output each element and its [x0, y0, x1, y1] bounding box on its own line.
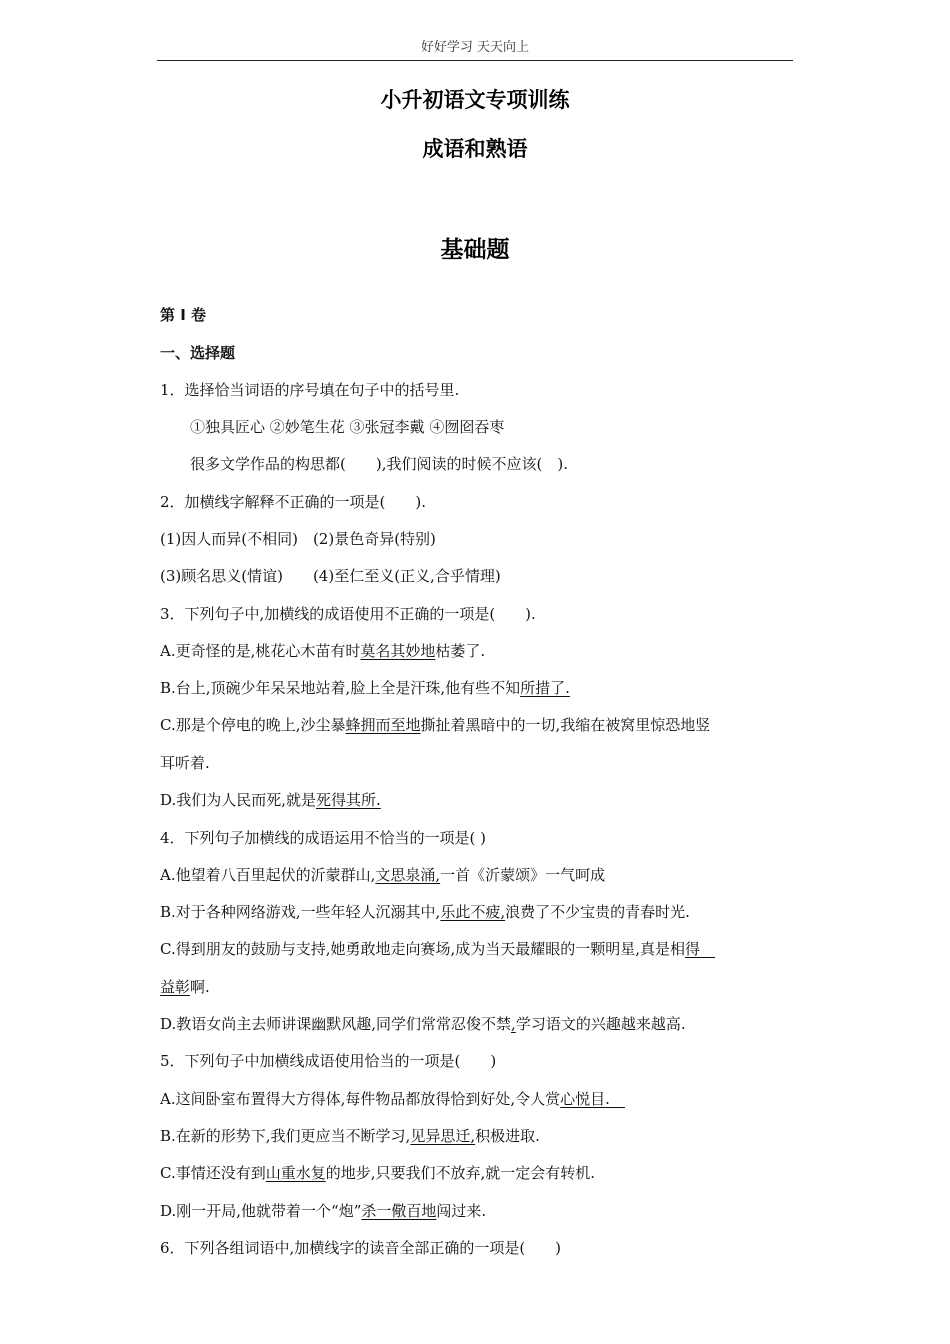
- q1-options-text: ①独具匠心 ②妙笔生花 ③张冠李戴 ④囫囵吞枣: [190, 418, 505, 436]
- q4-a-text: A.他望着八百里起伏的沂蒙群山,: [160, 866, 376, 884]
- q5-c-rest: 的地步,只要我们不放弃,就一定会有转机.: [325, 1164, 596, 1182]
- q5-option-d: [160, 1200, 486, 1222]
- q4-c-rest: 啊.: [190, 978, 210, 996]
- q4-b-rest: 浪费了不少宝贵的青春时光.: [505, 903, 690, 921]
- q5-d-rest: 闯过来.: [436, 1202, 487, 1220]
- q1-options-indent: [160, 418, 190, 436]
- q4-b-underlined: 乐此不疲,: [440, 903, 506, 921]
- q3-c-text: C.那是个停电的晚上,沙尘暴: [160, 716, 346, 734]
- q3-stem: 3．下列句子中,加横线的成语使用不正确的一项是( ).: [160, 605, 536, 623]
- q3-c-rest: 撕扯着黑暗中的一切,我缩在被窝里惊恐地竖: [420, 716, 711, 734]
- doc-title: 小升初语文专项训练: [380, 88, 570, 112]
- q5-option-b: [160, 1125, 540, 1147]
- q3-a-text: A.更奇怪的是,桃花心木苗有时: [160, 642, 361, 660]
- q1-sentence-text: 很多文学作品的构思都( ),我们阅读的时候不应该( ).: [190, 455, 568, 473]
- q4-c-text: C.得到朋友的鼓励与支持,她勇敢地走向赛场,成为当天最耀眼的一颗明星,真是相: [160, 940, 686, 958]
- q4-a-underlined: 文思泉涌,: [375, 866, 441, 884]
- q3-b-underlined: 所措了.: [520, 679, 570, 697]
- page-header: 好好学习 天天向上: [157, 36, 793, 61]
- q5-a-underlined: 心悦目.: [560, 1090, 625, 1108]
- q3-option-a: [160, 640, 485, 662]
- q4-c-underlined: 得: [685, 940, 716, 958]
- volume-label: 第 I 卷: [160, 306, 207, 324]
- q5-d-underlined: 杀一儆百地: [361, 1202, 437, 1220]
- doc-subtitle: 成语和熟语: [422, 137, 528, 161]
- q4-c-underlined-cont: 益彰: [160, 978, 191, 996]
- q3-option-c: [160, 714, 710, 736]
- q5-stem: 5．下列句子中加横线成语使用恰当的一项是( ): [160, 1052, 497, 1070]
- q4-option-a: [160, 864, 605, 886]
- q5-c-text: C.事情还没有到: [160, 1164, 266, 1182]
- q3-c-underlined: 蜂拥而至地: [345, 716, 421, 734]
- q3-option-b: [160, 677, 570, 699]
- q2-row2: (3)顾名思义(情谊) (4)至仁至义(正义,合乎情理): [160, 567, 501, 585]
- q4-a-rest: 一首《沂蒙颂》一气呵成: [440, 866, 606, 884]
- q5-option-c: [160, 1162, 595, 1184]
- q1-sentence: [160, 453, 568, 475]
- q3-b-text: B.台上,顶碗少年呆呆地站着,脸上全是汗珠,他有些不知: [160, 679, 521, 697]
- q5-d-text: D.刚一开局,他就带着一个“炮”: [160, 1202, 362, 1220]
- q4-d-rest: 学习语文的兴趣越来越高.: [515, 1015, 686, 1033]
- q5-a-text: A.这间卧室布置得大方得体,每件物品都放得恰到好处,令人赏: [160, 1090, 561, 1108]
- q5-b-text: B.在新的形势下,我们更应当不断学习,: [160, 1127, 411, 1145]
- q5-b-underlined: 见异思迁,: [410, 1127, 476, 1145]
- q1-options: [160, 416, 504, 438]
- q3-option-c-cont: 耳听着.: [160, 754, 210, 772]
- q4-d-underlined: ,: [511, 1015, 516, 1033]
- q4-option-c: [160, 938, 715, 960]
- q1-sentence-indent: [160, 455, 190, 473]
- q4-option-d: [160, 1013, 686, 1035]
- q5-option-a: [160, 1088, 625, 1110]
- q2-stem: 2．加横线字解释不正确的一项是( ).: [160, 493, 427, 511]
- q4-option-b: [160, 901, 690, 923]
- section-heading: 基础题: [440, 237, 510, 263]
- q2-row1: (1)因人而异(不相同) (2)景色奇异(特别): [160, 530, 436, 548]
- section-label: 一、选择题: [160, 344, 236, 362]
- q3-option-d: [160, 789, 381, 811]
- q3-d-text: D.我们为人民而死,就是: [160, 791, 317, 809]
- q4-b-text: B.对于各种网络游戏,一些年轻人沉溺其中,: [160, 903, 441, 921]
- q6-stem: 6．下列各组词语中,加横线字的读音全部正确的一项是( ): [160, 1239, 562, 1257]
- q5-c-underlined: 山重水复: [265, 1164, 326, 1182]
- q3-a-rest: 枯萎了.: [435, 642, 486, 660]
- q3-d-underlined: 死得其所.: [316, 791, 381, 809]
- q1-stem: 1．选择恰当词语的序号填在句子中的括号里.: [160, 381, 460, 399]
- q4-stem: 4．下列句子加横线的成语运用不恰当的一项是( ): [160, 829, 487, 847]
- q4-d-text: D.教语女尚主去师讲课幽默风趣,同学们常常忍俊不禁: [160, 1015, 512, 1033]
- q4-option-c-cont: [160, 976, 210, 998]
- q3-a-underlined: 莫名其妙地: [360, 642, 436, 660]
- q5-b-rest: 积极进取.: [475, 1127, 540, 1145]
